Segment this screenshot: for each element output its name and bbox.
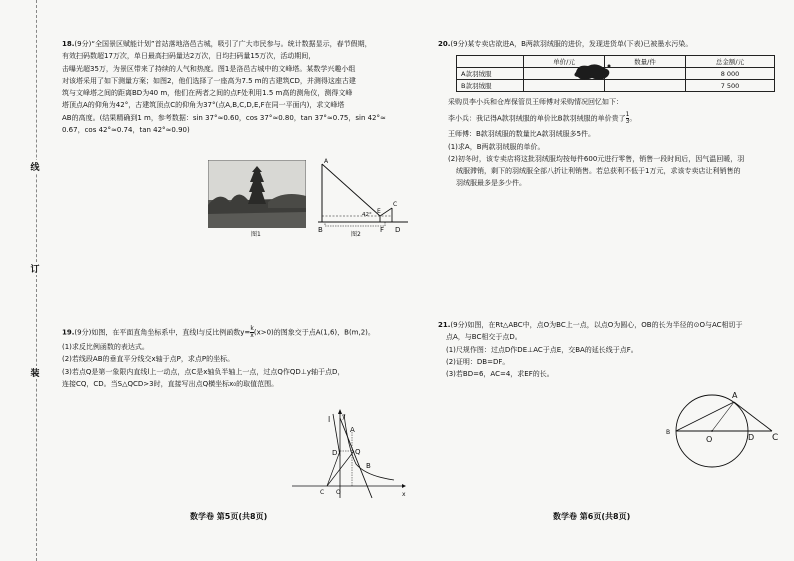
q19-intro-a: 如图，在平面直角坐标系中，直线l与反比例函数y= [91, 328, 251, 337]
q21-label-d: D [748, 433, 755, 442]
q18-line-6: AB的高度。(结果精确到1 m，参考数据：sin 37°≈0.60，cos 37°≈0.80，tan 37°≈0.75，sin 42°≈ [62, 113, 386, 122]
q20-price-table [456, 55, 775, 92]
fig2-label-d: D [395, 226, 401, 234]
fig2-label-f: F [380, 226, 385, 234]
q21-text: 如图，在Rt△ABC中，点O为BC上一点，以点O为圆心，OB的长为半径的⊙O与AC相切于 [467, 321, 743, 329]
binding-char-bind: 装 [28, 366, 42, 379]
q21-label-o: O [706, 435, 713, 444]
q18-line-0 [62, 38, 397, 50]
q19-part-3: (3)若点Q是第一象限内直线l上一动点，点C是x轴负半轴上一点，过点Q作QD⊥y轴于点D， [62, 367, 345, 376]
q21-figure [662, 385, 787, 470]
question-18 [62, 38, 397, 136]
q21-number: 21. [438, 321, 451, 329]
fig2-label-angle: 42° [362, 212, 372, 218]
q21-line-4: (3)若BD=6，AC=4，求EF的长。 [446, 370, 554, 379]
q18-line-5: 塔顶点A的仰角为42°，古建筑顶点C的仰角为37°(点A,B,C,D,E,F在同一平面内)，求文峰塔 [62, 101, 345, 110]
q18-figure2-diagram [314, 158, 410, 236]
table-cell: A款羽绒服 [457, 68, 524, 80]
table-header-row [457, 56, 775, 68]
table-header-cell: 数量/件 [605, 56, 686, 68]
footer-right-page-number: 数学卷 第6页(共8页) [553, 512, 631, 521]
q19-label-d: D [332, 449, 338, 457]
q19-label-l: l [328, 415, 331, 424]
q18-line-4: 筑与文峰塔之间的距离BD为40 m，他们在两者之间的点F处利用1.5 m高的测角仪，测得文峰 [62, 89, 353, 98]
q18-figure2-caption: 图2 [351, 231, 361, 238]
table-row [457, 68, 775, 80]
q20-points: (9分) [450, 40, 468, 48]
question-21 [438, 319, 778, 380]
q19-label-a: A [350, 426, 355, 434]
q19-number: 19. [62, 328, 75, 337]
q18-points: (9分) [74, 40, 92, 48]
table-cell [605, 80, 686, 92]
q18-text: “全国景区赋能计划”首站落地洛邑古城，吸引了广大市民参与。统计数据显示，春节假期， [91, 40, 372, 48]
q20-part-1: (1)求A，B两款羽绒服的单价。 [448, 142, 545, 151]
q18-line-3: 对该塔采用了如下测量方案；如图2，他们选择了一座高为7.5 m的古建筑CD，并测得这座古建 [62, 76, 356, 85]
fig2-label-b: B [318, 226, 323, 234]
q20-line-1: 采购员李小兵和仓库保管员王师傅对采购情况回忆如下： [448, 98, 623, 106]
binding-char-line: 线 [28, 160, 42, 173]
q20-line-3: 王师傅：B款羽绒服的数量比A款羽绒服多5件。 [448, 130, 596, 139]
q19-points: (9分) [74, 328, 92, 337]
q18-line-2: 击曝光超35万，为景区带来了持续的人气和热度。图1是洛邑古城中的文峰塔。某数学兴趣小组 [62, 64, 356, 73]
q19-label-q: Q [355, 448, 361, 456]
footer-left-page-number: 数学卷 第5页(共8页) [190, 512, 268, 521]
q21-label-b: B [666, 429, 671, 436]
q20-line-2-end: 。 [629, 114, 637, 123]
q19-label-c: C [320, 489, 325, 496]
table-row [457, 80, 775, 92]
table-cell: 7 500 [686, 80, 775, 92]
q20-part-2b: 绒服滞销，剩下的羽绒服全部八折让利销售。若总获利不低于1万元，求该专卖店让利销售的 [456, 167, 741, 176]
q18-figure1-photo [208, 160, 306, 228]
q20-line-2 [448, 112, 778, 125]
q20-part-2a: (2)初冬时，该专卖店将这批羽绒服均按每件600元进行零售，销售一段时间后，因气温回暖，羽 [448, 154, 745, 163]
q19-part-2: (2)若线段AB的垂直平分线交x轴于点P，求点P的坐标。 [62, 355, 235, 364]
q21-line-2: (1)尺规作图：过点D作DE⊥AC于点E，交BA的延长线于点F。 [446, 345, 638, 354]
q19-label-y: y [342, 413, 346, 420]
q18-number: 18. [62, 40, 75, 48]
table-header-cell: 单价/元 [524, 56, 605, 68]
fig2-label-c: C [393, 201, 398, 208]
q19-part-4: 连接CQ，CD。当S△QCD>3时，直接写出点Q横坐标x₀的取值范围。 [62, 379, 279, 388]
q21-line-0 [438, 319, 778, 331]
q19-frac-num: k [250, 325, 254, 332]
q19-frac-den: x [250, 332, 254, 339]
q19-label-x: x [402, 491, 406, 498]
q21-line-1: 点A，与BC相交于点D。 [446, 333, 522, 342]
question-19 [62, 326, 397, 390]
q21-label-c: C [772, 433, 779, 443]
q20-number: 20. [438, 40, 451, 48]
q19-label-b: B [366, 462, 371, 470]
table-cell: 8 000 [686, 68, 775, 80]
q20-ink-blot [572, 62, 612, 82]
q21-label-a: A [732, 391, 738, 400]
binding-char-order: 订 [28, 262, 42, 275]
question-20-intro [438, 38, 778, 50]
q19-intro [62, 326, 397, 339]
q18-line-1: 有效扫码数超17万次，单日最高扫码量达2万次，日均扫码量15万次，活动期间， [62, 52, 316, 61]
q20-frac-den: 3 [625, 118, 630, 126]
q20-intro-text: 某专卖店欲进A，B两款羽绒服的进价，发现进货单(下表)已被墨水污染。 [467, 40, 693, 48]
fig2-label-e: E [377, 208, 381, 215]
q19-part-1: (1)求反比例函数的表达式。 [62, 343, 149, 351]
q19-label-o: O [336, 489, 341, 496]
q21-points: (9分) [450, 321, 468, 329]
q20-line-2-text: 李小兵：我记得A款羽绒服的单价比B款羽绒服的单价贵了 [448, 114, 626, 123]
q18-line-7: 0.67，cos 42°≈0.74，tan 42°≈0.90) [62, 126, 190, 135]
table-header-cell [457, 56, 524, 68]
q20-part-2c: 羽绒服最多是多少件。 [456, 179, 526, 188]
table-header-cell: 总金额/元 [686, 56, 775, 68]
q19-graph [290, 408, 410, 500]
table-cell: B款羽绒服 [457, 80, 524, 92]
question-20-body [448, 96, 778, 190]
table-cell [605, 68, 686, 80]
q20-frac-num: 1 [625, 111, 630, 119]
binding-line [36, 0, 38, 561]
q19-intro-b: (x>0)的图象交于点A(1,6)，B(m,2)。 [253, 328, 375, 337]
fig2-label-a: A [324, 158, 329, 165]
q18-figure1-caption: 图1 [251, 231, 261, 238]
q21-line-3: (2)证明：DB=DF。 [446, 357, 510, 366]
